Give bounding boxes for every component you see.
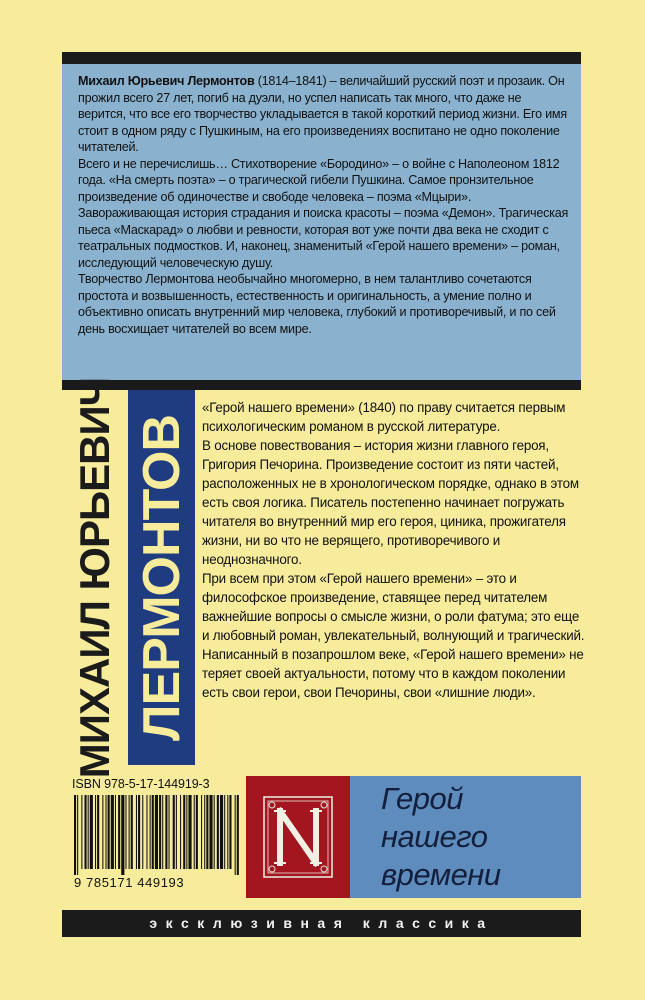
barcode-bar [131, 795, 133, 869]
barcode-bar [176, 795, 177, 869]
barcode-bar [235, 795, 236, 875]
author-name-bold: Михаил Юрьевич Лермонтов [78, 74, 255, 88]
book-title-line-3: времени [381, 857, 501, 892]
barcode-bar [209, 795, 212, 869]
annotation-paragraph-1: «Герой нашего времени» (1840) по праву считается первым психологическим романом в русской литературе. [202, 400, 566, 434]
barcode-bar [173, 795, 175, 869]
barcode-bar [97, 795, 99, 869]
barcode-bar [180, 795, 181, 869]
barcode-bar [201, 795, 202, 869]
barcode-bar [118, 795, 120, 869]
barcode-bar [74, 795, 76, 875]
barcode-bar [220, 795, 223, 869]
barcode-bar [88, 795, 89, 869]
barcode-bar [136, 795, 137, 869]
bio-text-1: (1814–1841) – величайший русский поэт и прозаик. Он прожил всего 27 лет, погиб на дуэли, но успел написать так много, что даже не верится, что все его творчество укладывается в такой короткий период жизни. Его имя стоит в одном ряду с Пушкиным, на его произведениях воспитано не одно поколение читателей. [78, 74, 567, 154]
barcode-bar [155, 795, 158, 869]
barcode-bar [85, 795, 87, 869]
barcode-bar [108, 795, 110, 869]
bio-paragraph-3 [78, 271, 571, 337]
barcode-bar [142, 795, 143, 869]
barcode-bar [237, 795, 239, 875]
vertical-author-name [62, 377, 195, 778]
barcode-bar [204, 795, 205, 869]
barcode-bar [115, 795, 116, 869]
isbn-label: ISBN 978-5-17-144919-3 [72, 777, 210, 791]
barcode-bar [183, 795, 185, 869]
bio-text-3: Творчество Лермонтова необычайно многомерно, в нем талантливо сочетаются простота и возвышенность, естественность и оригинальность, а умение полно и объективно описать внутренний мир человека, глубокий и противоречивый, и по сей день восхищает читателей во всем мире. [78, 272, 556, 336]
publisher-n-monogram-icon [258, 789, 338, 885]
barcode-bar [162, 795, 163, 869]
bio-paragraph-1 [78, 73, 571, 156]
barcode-bar [152, 795, 154, 869]
barcode-bar [224, 795, 225, 869]
barcode-bar [90, 795, 93, 869]
barcode-bar [81, 795, 82, 869]
book-title-line-1: Герой [381, 781, 463, 816]
annotation-paragraph-3: При всем при этом «Герой нашего времени» – это и философское произведение, ставящее перед читателем важнейшие вопросы о смысле жизни, о роли фатума; это еще и любовный роман, увлекательный, волнующий и трагический. [202, 571, 585, 643]
barcode-bar [138, 795, 140, 869]
barcode-bar [169, 795, 170, 869]
bio-text-2: Всего и не перечислишь… Стихотворение «Бородино» – о войне с Наполеоном 1812 года. «На смерть поэта» – о трагической гибели Пушкина. Самое пронзительное произведение об одиночестве и свободе человека – поэма «Мцыри». Завораживающая история страдания и поиска красоты – поэма «Демон». Трагическая пьеса «Маскарад» о любви и ревности, которая вот уже почти два века не сходит с театральных подмостков. И, наконец, знаменитый «Герой нашего времени» – роман, исследующий человеческую душу. [78, 156, 569, 270]
annotation-paragraph-2: В основе повествования – история жизни главного героя, Григория Печорина. Произведение состоит из пяти частей, расположенных не в хронологическом порядке, однако в этом есть своя логика. Писатель постепенно начинает погружать читателя во внутренний мир его героя, циника, прожигателя жизни, ни во что не верящего, противоречивого и неоднозначного. [202, 438, 579, 567]
barcode-bar [214, 795, 215, 869]
barcode-bar [186, 795, 187, 869]
barcode-bar [227, 795, 228, 869]
barcode-bar [165, 795, 167, 869]
author-first-names-block [62, 377, 128, 778]
barcode-bar [194, 795, 195, 869]
annotation-paragraph-4: Написанный в позапрошлом веке, «Герой нашего времени» не теряет своей актуальности, потому что в каждом поколении есть свои герои, свои Печорины, свои «лишние люди». [202, 647, 584, 700]
publisher-logo [246, 776, 350, 898]
barcode-digits: 9 785171 449193 [74, 875, 185, 890]
barcode-bar [125, 795, 126, 869]
bio-paragraph-2 [78, 156, 571, 272]
author-biography-box [62, 64, 581, 380]
barcode-bar [102, 795, 103, 869]
barcode-bar [95, 795, 96, 869]
book-annotation [202, 398, 587, 702]
author-first-names: МИХАИЛ ЮРЬЕВИЧ [71, 377, 118, 778]
barcode-bar [129, 795, 130, 869]
isbn-barcode-block [62, 777, 240, 897]
book-title-box [246, 776, 581, 898]
author-surname-block [128, 390, 195, 765]
barcode-bar [229, 795, 231, 869]
barcode-bar [188, 795, 191, 869]
barcode-bar [146, 795, 147, 869]
barcode-bar [77, 795, 78, 875]
book-title-line-2: нашего [381, 819, 488, 854]
barcode-bar [111, 795, 114, 869]
series-name-bar: эксклюзивная классика [62, 910, 581, 937]
barcode-bar [206, 795, 208, 869]
author-surname: ЛЕРМОНТОВ [132, 414, 191, 741]
barcode-bar [106, 795, 107, 869]
middle-divider-bar [62, 380, 581, 390]
barcode-bar [121, 795, 124, 875]
barcode-bar [217, 795, 219, 869]
barcode-bar [159, 795, 161, 869]
book-title [381, 780, 571, 894]
barcode-bar [150, 795, 151, 869]
top-divider-bar [62, 52, 581, 64]
barcode-icon [72, 795, 240, 875]
barcode-bar [196, 795, 198, 869]
